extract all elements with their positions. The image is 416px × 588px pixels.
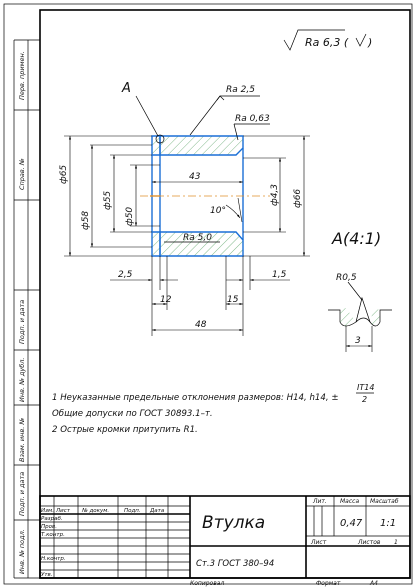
dim-len43: 43 xyxy=(189,172,201,182)
mass-value: 0,47 xyxy=(340,518,363,529)
col-podp: Подп. xyxy=(124,508,141,514)
dim-d66: ф66 xyxy=(293,188,303,208)
view-a-callout xyxy=(121,81,158,136)
dim-d43: ф4,3 xyxy=(270,183,280,206)
part-title: Втулка xyxy=(202,513,266,533)
scale-value: 1:1 xyxy=(380,518,397,529)
strip-sprav-no: Справ. № xyxy=(18,158,26,190)
dim-w12: 12 xyxy=(160,295,172,305)
general-roughness xyxy=(284,30,372,50)
diameter-dims-left xyxy=(59,136,136,256)
length-43-dim xyxy=(152,172,243,182)
note-1-cont: Общие допуски по ГОСТ 30893.1–т. xyxy=(52,409,213,419)
dim-d65: ф65 xyxy=(59,164,69,184)
dim-d50: ф50 xyxy=(125,206,135,226)
strip-perv-primen: Перв. примен. xyxy=(18,51,26,100)
note-1: 1 Неуказанные предельные отклонения размеров: H14, h14, ± xyxy=(52,393,339,403)
outer-frame xyxy=(4,4,412,584)
general-roughness-text: Ra 6,3 ( xyxy=(305,36,349,49)
roughness-outer: Ra 2,5 xyxy=(226,85,255,95)
diameter-dims-right xyxy=(270,136,304,256)
sheet-label: Лист xyxy=(311,539,327,546)
col-dokum: № докум. xyxy=(82,508,110,514)
dim-w15: 1,5 xyxy=(272,270,287,280)
part-material: Ст.3 ГОСТ 380–94 xyxy=(196,559,275,569)
angle-dim xyxy=(210,198,242,222)
detail-a xyxy=(328,229,392,352)
detail-width: 3 xyxy=(355,336,361,346)
technical-notes xyxy=(52,383,374,435)
dim-w48: 48 xyxy=(195,320,207,330)
row-razrab: Разраб. xyxy=(41,516,63,522)
strip-vzam-inv: Взам. инв. № xyxy=(18,417,26,462)
copied-label: Копировал xyxy=(190,580,225,587)
hdr-scale: Масштаб xyxy=(370,498,399,505)
roughness-bore: Ra 5,0 xyxy=(183,233,212,243)
row-utv: Утв. xyxy=(41,572,53,578)
detail-radius: R0,5 xyxy=(336,273,357,283)
side-strip xyxy=(14,40,40,578)
note-fraction-num: IT14 xyxy=(357,383,375,392)
note-fraction-den: 2 xyxy=(362,395,368,404)
view-a-label: A xyxy=(122,81,131,96)
hdr-mass: Масса xyxy=(340,498,360,505)
strip-inv-dubl: Инв. № дубл. xyxy=(18,357,26,402)
hdr-lit: Лит. xyxy=(313,498,327,505)
sheets-label: Листов xyxy=(358,539,381,546)
general-roughness-close: ) xyxy=(368,36,373,49)
strip-inv-podl: Инв. № подл. xyxy=(18,529,26,574)
format-value: A4 xyxy=(370,580,378,587)
title-block xyxy=(40,496,410,587)
detail-a-label: A(4:1) xyxy=(332,229,382,248)
roughness-callouts xyxy=(164,85,270,243)
row-tkontr: Т.контр. xyxy=(41,532,65,538)
dim-angle: 10° xyxy=(210,206,226,216)
roughness-chamfer: Ra 0,63 xyxy=(235,114,270,124)
dim-w25: 2,5 xyxy=(118,270,133,280)
sheets-value: 1 xyxy=(394,539,398,546)
row-nkontr: Н.контр. xyxy=(41,556,66,562)
dim-d58: ф58 xyxy=(81,210,91,230)
format-label: Формат xyxy=(316,580,341,587)
dim-d55: ф55 xyxy=(103,190,113,210)
strip-podp-data-1: Подп. и дата xyxy=(18,299,26,344)
col-data: Дата xyxy=(150,508,165,514)
col-list: Лист xyxy=(56,508,70,514)
bottom-dims xyxy=(110,256,290,336)
note-2: 2 Острые кромки притупить R1. xyxy=(52,425,198,435)
dim-w15b: 15 xyxy=(227,295,239,305)
col-izm: Изм. xyxy=(41,508,54,514)
strip-podp-data-2: Подп. и дата xyxy=(18,471,26,516)
inner-frame xyxy=(40,10,410,578)
row-prov: Пров. xyxy=(41,524,57,530)
